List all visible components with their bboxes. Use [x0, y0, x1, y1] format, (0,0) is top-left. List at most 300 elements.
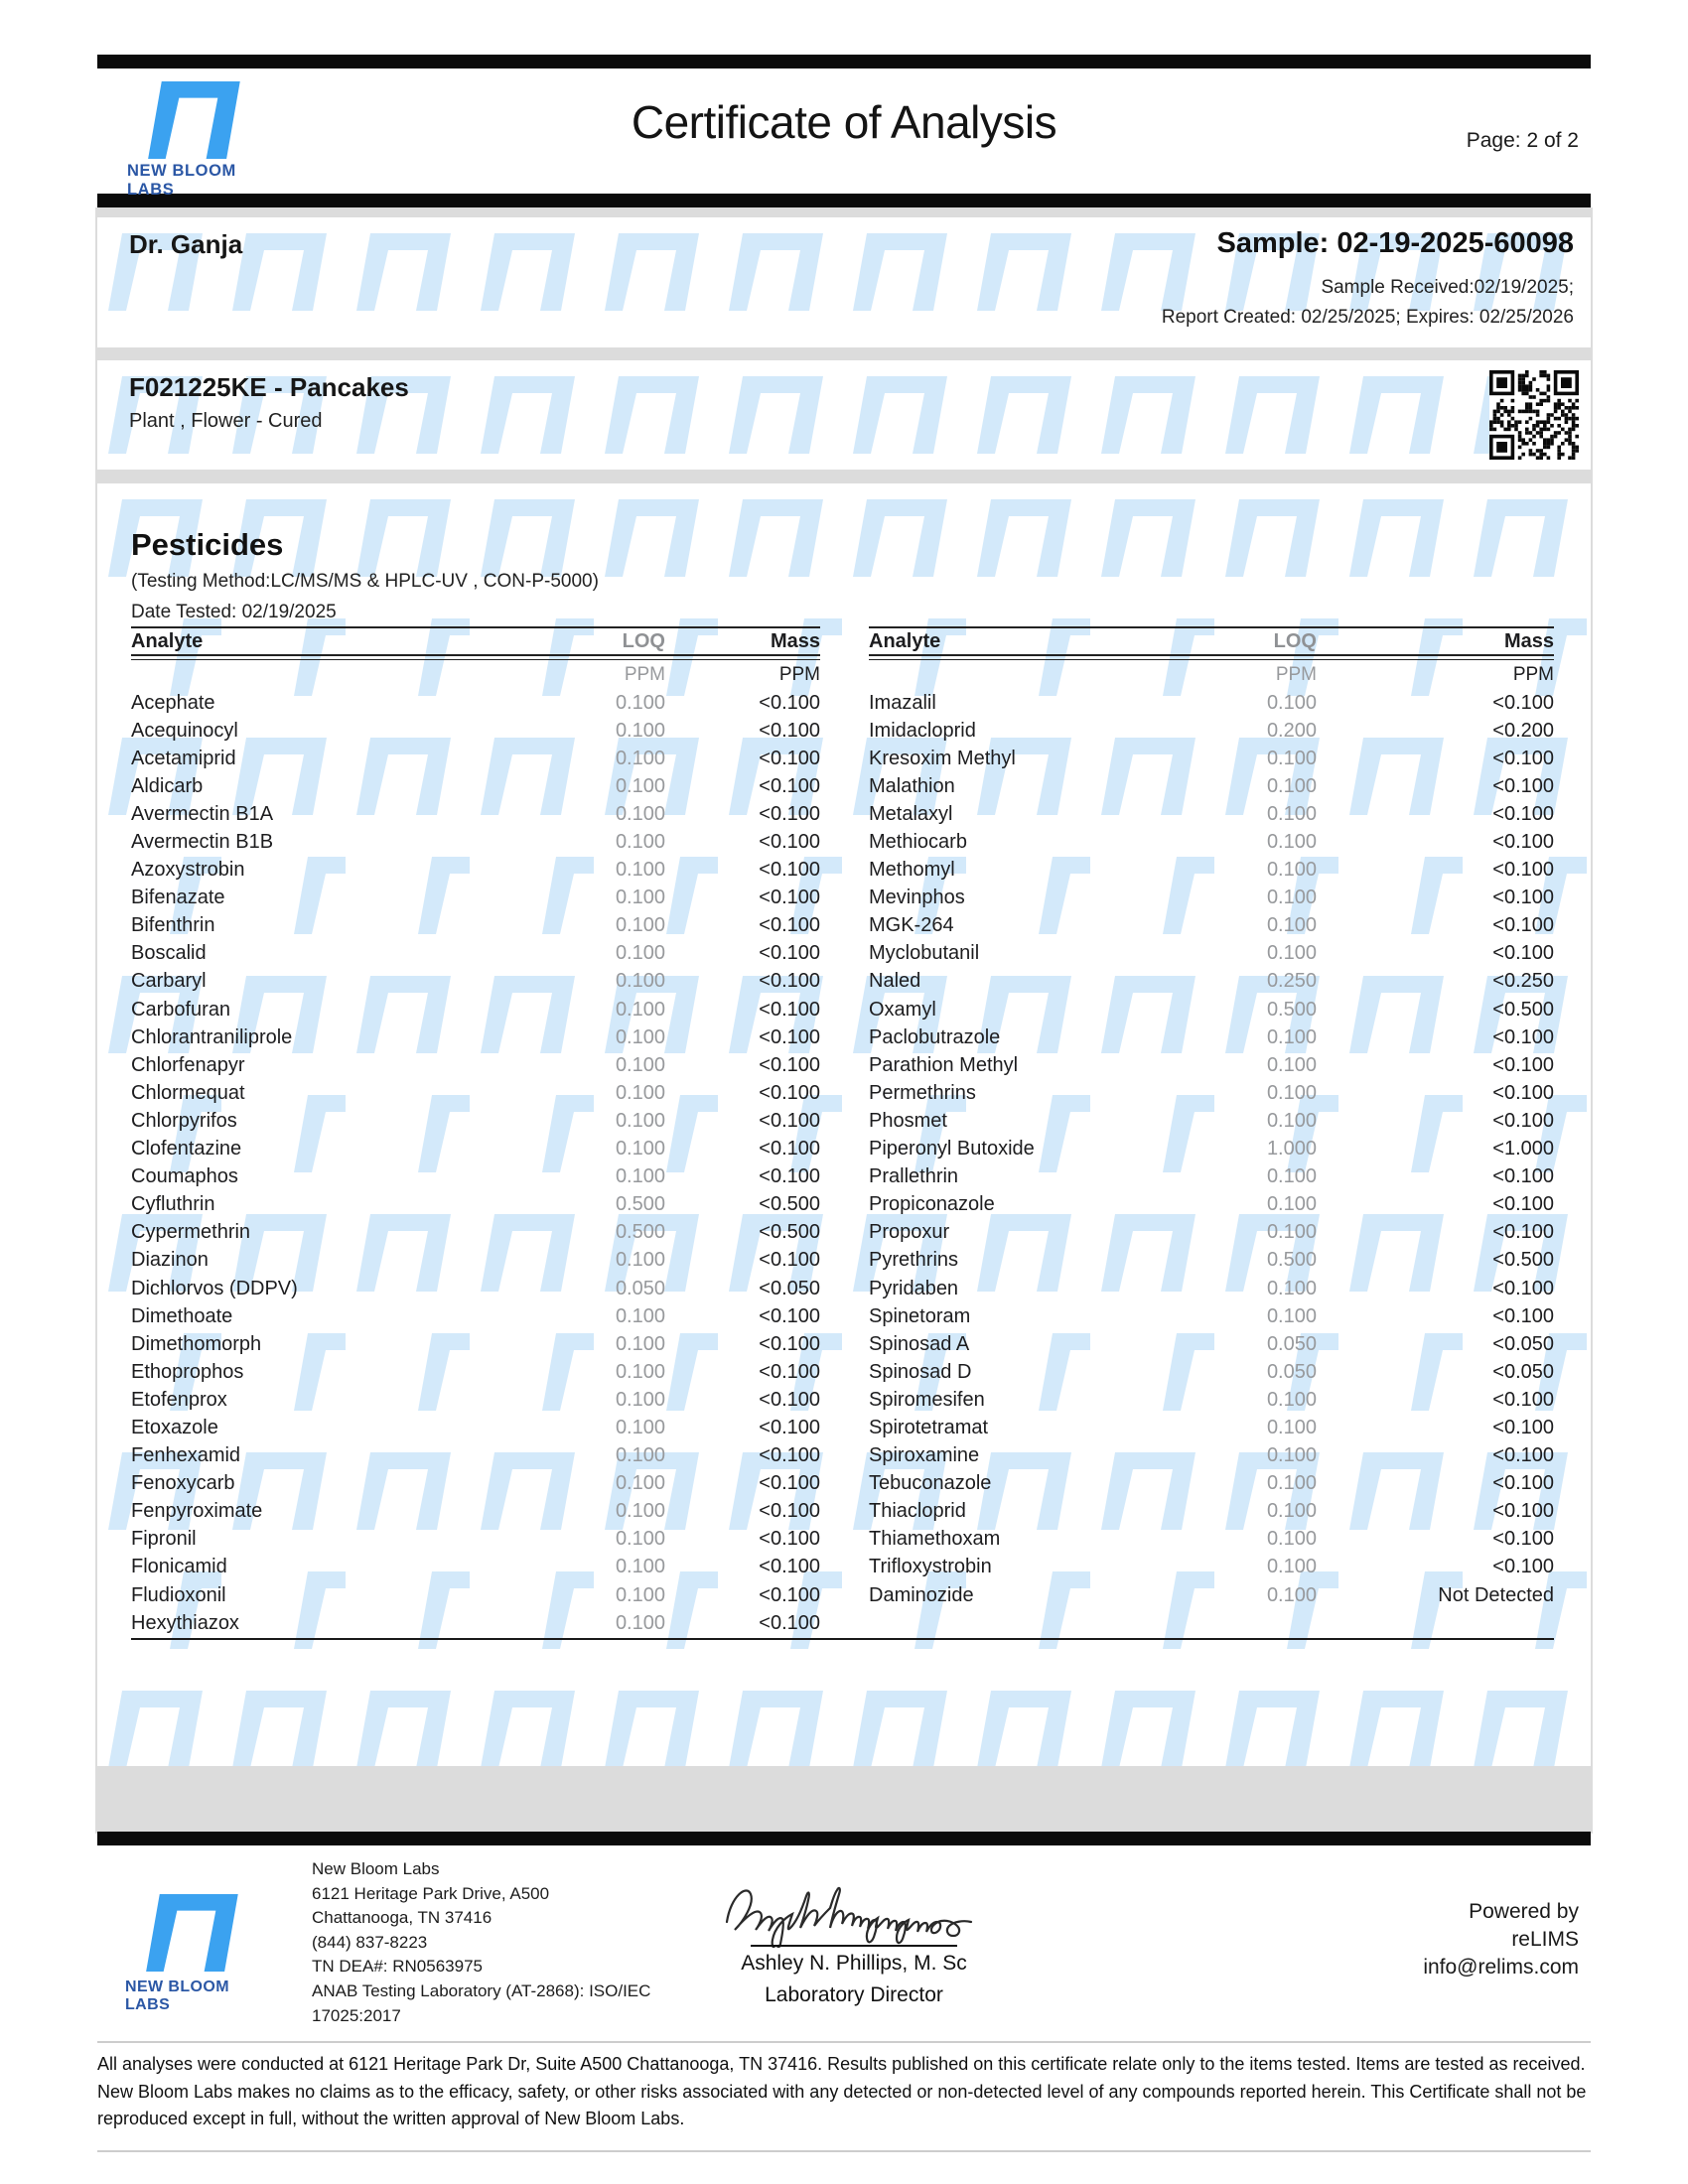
- loq-value: 0.050: [615, 1277, 665, 1299]
- mass-value: <0.100: [759, 970, 820, 993]
- analyte-name: Azoxystrobin: [131, 859, 245, 882]
- loq-value: 0.500: [1266, 1249, 1317, 1272]
- loq-value: 0.100: [1266, 942, 1317, 965]
- analyte-name: Chlorfenapyr: [131, 1053, 245, 1076]
- analyte-name: Diazinon: [131, 1249, 209, 1272]
- table-row: [869, 1554, 1554, 1581]
- signer-title: Laboratory Director: [765, 1983, 943, 2006]
- loq-value: 0.100: [615, 1138, 665, 1160]
- table-row: [869, 885, 1554, 912]
- date-tested-label: Date Tested: 02/19/2025: [131, 602, 337, 622]
- address-line: TN DEA#: RN0563975: [312, 1957, 483, 1977]
- table-row: [869, 1386, 1554, 1414]
- analyte-name: Clofentazine: [131, 1138, 242, 1160]
- table-bottom-rule: [131, 1638, 1554, 1640]
- analyte-name: Mevinphos: [869, 887, 965, 909]
- mass-value: <0.100: [759, 1611, 820, 1634]
- qr-code: [1489, 370, 1579, 460]
- mass-value: <0.100: [1492, 1165, 1554, 1188]
- analyte-name: Thiamethoxam: [869, 1528, 1001, 1551]
- footer-logo-wordmark: NEW BLOOM LABS: [125, 1979, 229, 2013]
- table-row: [131, 1414, 820, 1441]
- table-row: [131, 1051, 820, 1079]
- analyte-name: Bifenthrin: [131, 914, 215, 937]
- table-row: [131, 1526, 820, 1554]
- disclaimer-top-rule: [97, 2041, 1591, 2043]
- loq-value: 0.100: [1266, 1304, 1317, 1327]
- loq-value: 0.100: [615, 1165, 665, 1188]
- mass-value: <0.100: [759, 1332, 820, 1355]
- mass-value: <0.100: [759, 1416, 820, 1438]
- loq-value: 0.100: [615, 859, 665, 882]
- loq-value: 0.100: [1266, 887, 1317, 909]
- table-row: [869, 1358, 1554, 1386]
- pesticides-table-right: [869, 626, 1554, 1609]
- analyte-name: Acequinocyl: [131, 719, 238, 742]
- page-title: Certificate of Analysis: [631, 96, 1057, 148]
- sample-id-label: Sample: 02-19-2025-60098: [1216, 227, 1574, 259]
- table-row: [869, 912, 1554, 940]
- analyte-name: Chlorantraniliprole: [131, 1025, 293, 1048]
- analyte-name: Phosmet: [869, 1109, 947, 1132]
- signature-image: [721, 1878, 993, 1948]
- table-row: [131, 1358, 820, 1386]
- analyte-name: Kresoxim Methyl: [869, 747, 1016, 769]
- analyte-name: Imazalil: [869, 691, 936, 714]
- powered-by-block: [1192, 1898, 1579, 1981]
- table-row: [131, 772, 820, 800]
- mass-value: <0.100: [759, 1388, 820, 1411]
- mass-value: Not Detected: [1438, 1583, 1554, 1606]
- table-row: [869, 1498, 1554, 1526]
- signer-name: Ashley N. Phillips, M. Sc: [741, 1952, 967, 1975]
- loq-value: 0.100: [615, 1332, 665, 1355]
- table-row: [131, 1163, 820, 1191]
- loq-value: 0.100: [615, 1500, 665, 1523]
- analyte-name: Spirotetramat: [869, 1416, 989, 1438]
- analyte-name: Daminozide: [869, 1583, 974, 1606]
- table-row: [131, 857, 820, 885]
- table-row: [131, 968, 820, 996]
- analyte-name: Trifloxystrobin: [869, 1556, 992, 1578]
- mass-value: <0.100: [1492, 1304, 1554, 1327]
- loq-value: 0.500: [1266, 998, 1317, 1021]
- analyte-name: Spinosad A: [869, 1332, 970, 1355]
- table-row: [131, 1191, 820, 1219]
- analyte-name: Malathion: [869, 774, 955, 797]
- unit-row: [869, 660, 1554, 689]
- table-row: [131, 1107, 820, 1135]
- analyte-name: Spinetoram: [869, 1304, 971, 1327]
- mass-value: <0.100: [1492, 831, 1554, 854]
- analyte-name: Hexythiazox: [131, 1611, 239, 1634]
- mass-value: <0.100: [1492, 802, 1554, 825]
- loq-value: 0.100: [615, 1360, 665, 1383]
- table-row: [869, 1470, 1554, 1498]
- table-row: [131, 1136, 820, 1163]
- loq-value: 0.100: [615, 1388, 665, 1411]
- analyte-name: Fludioxonil: [131, 1583, 226, 1606]
- analyte-name: Dimethomorph: [131, 1332, 262, 1355]
- mass-value: <0.100: [759, 1109, 820, 1132]
- analyte-name: Cyfluthrin: [131, 1193, 215, 1216]
- loq-value: 0.100: [1266, 802, 1317, 825]
- relims-brand: reLIMS: [1511, 1928, 1579, 1951]
- table-body: [869, 689, 1554, 1609]
- table-row: [131, 800, 820, 828]
- mass-value: <0.100: [1492, 1388, 1554, 1411]
- table-row: [131, 996, 820, 1024]
- analyte-name: Prallethrin: [869, 1165, 959, 1188]
- mass-value: <0.200: [1492, 719, 1554, 742]
- loq-value: 0.100: [615, 1053, 665, 1076]
- mass-value: <0.100: [1492, 914, 1554, 937]
- mass-value: <0.100: [759, 1249, 820, 1272]
- analyte-name: Naled: [869, 970, 921, 993]
- table-row: [131, 1609, 820, 1637]
- header-divider-bar: [97, 194, 1591, 207]
- loq-value: 0.100: [615, 747, 665, 769]
- loq-value: 0.100: [615, 802, 665, 825]
- mass-value: <1.000: [1492, 1138, 1554, 1160]
- table-header-row: [869, 628, 1554, 654]
- table-row: [131, 1024, 820, 1051]
- mass-value: <0.100: [1492, 1193, 1554, 1216]
- table-row: [869, 1302, 1554, 1330]
- mass-value: <0.100: [759, 1360, 820, 1383]
- pesticides-table-left: [131, 626, 820, 1637]
- mass-value: <0.100: [759, 1304, 820, 1327]
- loq-value: 0.100: [615, 998, 665, 1021]
- section-title: Pesticides: [131, 527, 284, 562]
- analyte-name: Fenpyroximate: [131, 1500, 263, 1523]
- mass-value: <0.100: [1492, 691, 1554, 714]
- analyte-name: Avermectin B1B: [131, 831, 274, 854]
- loq-value: 0.100: [1266, 1444, 1317, 1467]
- analyte-name: Acetamiprid: [131, 747, 236, 769]
- loq-value: 0.100: [615, 1556, 665, 1578]
- mass-value: <0.100: [759, 914, 820, 937]
- table-row: [131, 940, 820, 968]
- mass-value: <0.100: [1492, 1444, 1554, 1467]
- table-row: [869, 800, 1554, 828]
- table-row: [131, 885, 820, 912]
- table-row: [869, 996, 1554, 1024]
- loq-value: 0.100: [1266, 1500, 1317, 1523]
- mass-value: <0.100: [759, 887, 820, 909]
- testing-method-label: (Testing Method:LC/MS/MS & HPLC-UV , CON-P-5000): [131, 571, 599, 592]
- mass-value: <0.500: [759, 1221, 820, 1244]
- table-row: [131, 1079, 820, 1107]
- lab-address-block: [312, 1857, 729, 2028]
- loq-value: 0.100: [615, 1472, 665, 1495]
- loq-value: 0.050: [1266, 1360, 1317, 1383]
- analyte-name: Fenhexamid: [131, 1444, 241, 1467]
- mass-value: <0.100: [759, 1500, 820, 1523]
- analyte-name: Ethoprophos: [131, 1360, 244, 1383]
- mass-value: <0.100: [759, 859, 820, 882]
- analyte-name: Metalaxyl: [869, 802, 953, 825]
- table-row: [131, 1386, 820, 1414]
- mass-value: <0.100: [759, 1556, 820, 1578]
- loq-value: 0.100: [615, 1304, 665, 1327]
- analyte-name: Spiroxamine: [869, 1444, 980, 1467]
- table-row: [131, 912, 820, 940]
- loq-value: 0.100: [1266, 1472, 1317, 1495]
- column-header-mass: Mass: [1503, 629, 1554, 652]
- column-header-loq: LOQ: [1273, 629, 1317, 652]
- loq-value: 0.100: [1266, 1193, 1317, 1216]
- table-row: [869, 1219, 1554, 1247]
- table-row: [869, 1107, 1554, 1135]
- loq-value: 0.100: [1266, 1277, 1317, 1299]
- analyte-name: Aldicarb: [131, 774, 204, 797]
- address-line: ANAB Testing Laboratory (AT-2868): ISO/IEC: [312, 1980, 651, 2000]
- analyte-name: Fipronil: [131, 1528, 197, 1551]
- logo-wordmark: NEW BLOOM LABS: [127, 162, 236, 199]
- analyte-name: Dichlorvos (DDPV): [131, 1277, 298, 1299]
- table-row: [131, 1275, 820, 1302]
- loq-value: 0.100: [615, 1081, 665, 1104]
- loq-value: 0.100: [1266, 774, 1317, 797]
- loq-value: 0.100: [615, 691, 665, 714]
- item-id-label: F021225KE - Pancakes: [129, 372, 409, 402]
- table-row: [869, 1191, 1554, 1219]
- loq-value: 0.100: [615, 1444, 665, 1467]
- client-name: Dr. Ganja: [129, 229, 243, 259]
- loq-value: 0.100: [615, 970, 665, 993]
- analyte-name: Tebuconazole: [869, 1472, 992, 1495]
- table-row: [869, 1442, 1554, 1470]
- unit-row: [131, 660, 820, 689]
- loq-value: 0.100: [1266, 1583, 1317, 1606]
- loq-value: 0.100: [615, 942, 665, 965]
- table-row: [131, 1330, 820, 1358]
- analyte-name: Propiconazole: [869, 1193, 995, 1216]
- loq-value: 0.100: [1266, 1416, 1317, 1438]
- loq-value: 0.500: [615, 1221, 665, 1244]
- table-row: [869, 1024, 1554, 1051]
- logo-glyph-icon: [131, 1894, 248, 1972]
- mass-value: <0.100: [759, 1138, 820, 1160]
- loq-value: 0.100: [1266, 1528, 1317, 1551]
- unit-label: PPM: [1512, 663, 1554, 685]
- analyte-name: Etofenprox: [131, 1388, 227, 1411]
- mass-value: <0.100: [1492, 1416, 1554, 1438]
- table-row: [131, 828, 820, 856]
- mass-value: <0.100: [759, 1444, 820, 1467]
- address-line: (844) 837-8223: [312, 1932, 428, 1952]
- analyte-name: Fenoxycarb: [131, 1472, 235, 1495]
- analyte-name: Acephate: [131, 691, 215, 714]
- analyte-name: Oxamyl: [869, 998, 936, 1021]
- footer-divider-bar: [97, 1832, 1591, 1845]
- loq-value: 0.100: [1266, 1165, 1317, 1188]
- analyte-name: Thiacloprid: [869, 1500, 966, 1523]
- mass-value: <0.100: [759, 831, 820, 854]
- analyte-name: Flonicamid: [131, 1556, 227, 1578]
- mass-value: <0.100: [759, 719, 820, 742]
- loq-value: 0.200: [1266, 719, 1317, 742]
- analyte-name: Paclobutrazole: [869, 1025, 1001, 1048]
- table-row: [869, 1330, 1554, 1358]
- loq-value: 0.100: [615, 1611, 665, 1634]
- analyte-name: Avermectin B1A: [131, 802, 274, 825]
- loq-value: 0.100: [1266, 1388, 1317, 1411]
- loq-value: 0.100: [615, 914, 665, 937]
- table-row: [131, 1581, 820, 1609]
- pesticides-section-card: [97, 483, 1591, 1766]
- table-row: [869, 1526, 1554, 1554]
- table-row: [869, 717, 1554, 745]
- mass-value: <0.100: [1492, 1472, 1554, 1495]
- table-row: [869, 828, 1554, 856]
- loq-value: 0.100: [615, 1109, 665, 1132]
- mass-value: <0.500: [759, 1193, 820, 1216]
- mass-value: <0.100: [1492, 1221, 1554, 1244]
- mass-value: <0.100: [1492, 942, 1554, 965]
- mass-value: <0.100: [759, 774, 820, 797]
- column-header-analyte: Analyte: [131, 629, 204, 652]
- disclaimer-text: All analyses were conducted at 6121 Heritage Park Dr, Suite A500 Chattanooga, TN 37416. Results published on this certificate relate only to the items tested. Items are tested as received. New Bloom Labs makes no claims as to the efficacy, safety, or other risks associated with any detected or non-detected level of any compounds reported herein. This Certificate shall not be reproduced except in full, without the written approval of New Bloom Labs.: [97, 2054, 1587, 2128]
- address-line: Chattanooga, TN 37416: [312, 1908, 492, 1928]
- mass-value: <0.100: [759, 802, 820, 825]
- table-row: [869, 1136, 1554, 1163]
- table-row: [131, 1247, 820, 1275]
- mass-value: <0.100: [759, 1053, 820, 1076]
- table-row: [131, 1302, 820, 1330]
- mass-value: <0.050: [1492, 1332, 1554, 1355]
- mass-value: <0.100: [1492, 887, 1554, 909]
- analyte-name: Pyrethrins: [869, 1249, 959, 1272]
- mass-value: <0.100: [759, 1165, 820, 1188]
- mass-value: <0.100: [1492, 1500, 1554, 1523]
- loq-value: 0.100: [1266, 1556, 1317, 1578]
- mass-value: <0.100: [759, 1025, 820, 1048]
- relims-email: info@relims.com: [1423, 1956, 1579, 1979]
- table-row: [869, 1247, 1554, 1275]
- mass-value: <0.100: [759, 1583, 820, 1606]
- table-row: [869, 689, 1554, 717]
- analyte-name: Dimethoate: [131, 1304, 233, 1327]
- sample-received-label: Sample Received:02/19/2025;: [1321, 277, 1574, 298]
- analyte-name: Methiocarb: [869, 831, 967, 854]
- table-row: [869, 940, 1554, 968]
- loq-value: 0.100: [615, 1528, 665, 1551]
- column-header-mass: Mass: [770, 629, 820, 652]
- loq-value: 0.100: [1266, 691, 1317, 714]
- powered-by-label: Powered by: [1469, 1900, 1579, 1923]
- unit-label: PPM: [778, 663, 820, 685]
- address-line: New Bloom Labs: [312, 1859, 440, 1878]
- loq-value: 0.100: [615, 774, 665, 797]
- loq-value: 0.100: [615, 719, 665, 742]
- analyte-name: Myclobutanil: [869, 942, 980, 965]
- loq-value: 0.100: [1266, 747, 1317, 769]
- analyte-name: Parathion Methyl: [869, 1053, 1019, 1076]
- loq-value: 0.050: [1266, 1332, 1317, 1355]
- table-body: [131, 689, 820, 1637]
- mass-value: <0.100: [1492, 747, 1554, 769]
- loq-value: 0.100: [1266, 1109, 1317, 1132]
- table-row: [869, 857, 1554, 885]
- table-row: [869, 1051, 1554, 1079]
- mass-value: <0.100: [759, 1081, 820, 1104]
- analyte-name: Methomyl: [869, 859, 955, 882]
- loq-value: 1.000: [1266, 1138, 1317, 1160]
- column-header-loq: LOQ: [622, 629, 665, 652]
- table-row: [869, 1581, 1554, 1609]
- disclaimer-bottom-rule: [97, 2150, 1591, 2152]
- table-row: [869, 1414, 1554, 1441]
- analyte-name: Spinosad D: [869, 1360, 972, 1383]
- analyte-name: Piperonyl Butoxide: [869, 1138, 1035, 1160]
- unit-label: PPM: [624, 663, 665, 685]
- loq-value: 0.100: [615, 887, 665, 909]
- loq-value: 0.100: [1266, 831, 1317, 854]
- analyte-name: Carbofuran: [131, 998, 231, 1021]
- mass-value: <0.100: [1492, 1277, 1554, 1299]
- loq-value: 0.500: [615, 1193, 665, 1216]
- loq-value: 0.100: [615, 1583, 665, 1606]
- mass-value: <0.100: [1492, 859, 1554, 882]
- table-row: [869, 968, 1554, 996]
- mass-value: <0.100: [1492, 1081, 1554, 1104]
- analyte-name: Carbaryl: [131, 970, 207, 993]
- mass-value: <0.100: [759, 747, 820, 769]
- table-row: [869, 745, 1554, 772]
- mass-value: <0.250: [1492, 970, 1554, 993]
- unit-label: PPM: [1275, 663, 1317, 685]
- client-sample-card: [97, 217, 1591, 347]
- loq-value: 0.100: [615, 1416, 665, 1438]
- analyte-name: Coumaphos: [131, 1165, 238, 1188]
- footer-logo-icon: [131, 1894, 248, 1972]
- table-row: [131, 717, 820, 745]
- loq-value: 0.100: [1266, 859, 1317, 882]
- analyte-name: Chlormequat: [131, 1081, 245, 1104]
- analyte-name: Chlorpyrifos: [131, 1109, 237, 1132]
- mass-value: <0.100: [1492, 774, 1554, 797]
- table-row: [131, 1498, 820, 1526]
- table-row: [869, 1163, 1554, 1191]
- loq-value: 0.100: [1266, 1025, 1317, 1048]
- mass-value: <0.500: [1492, 1249, 1554, 1272]
- table-row: [131, 1554, 820, 1581]
- page-number-label: Page: 2 of 2: [1466, 129, 1579, 152]
- analyte-name: Spiromesifen: [869, 1388, 985, 1411]
- table-row: [131, 689, 820, 717]
- analyte-name: Imidacloprid: [869, 719, 976, 742]
- table-row: [869, 1079, 1554, 1107]
- table-header-row: [131, 628, 820, 654]
- table-row: [869, 1275, 1554, 1302]
- table-row: [131, 1442, 820, 1470]
- loq-value: 0.100: [1266, 1081, 1317, 1104]
- mass-value: <0.100: [1492, 1109, 1554, 1132]
- loq-value: 0.250: [1266, 970, 1317, 993]
- column-header-analyte: Analyte: [869, 629, 941, 652]
- loq-value: 0.100: [1266, 1221, 1317, 1244]
- mass-value: <0.100: [1492, 1025, 1554, 1048]
- mass-value: <0.100: [759, 998, 820, 1021]
- analyte-name: Etoxazole: [131, 1416, 218, 1438]
- analyte-name: Cypermethrin: [131, 1221, 251, 1244]
- item-type-label: Plant , Flower - Cured: [129, 410, 323, 432]
- table-row: [131, 1219, 820, 1247]
- mass-value: <0.050: [1492, 1360, 1554, 1383]
- mass-value: <0.100: [759, 1528, 820, 1551]
